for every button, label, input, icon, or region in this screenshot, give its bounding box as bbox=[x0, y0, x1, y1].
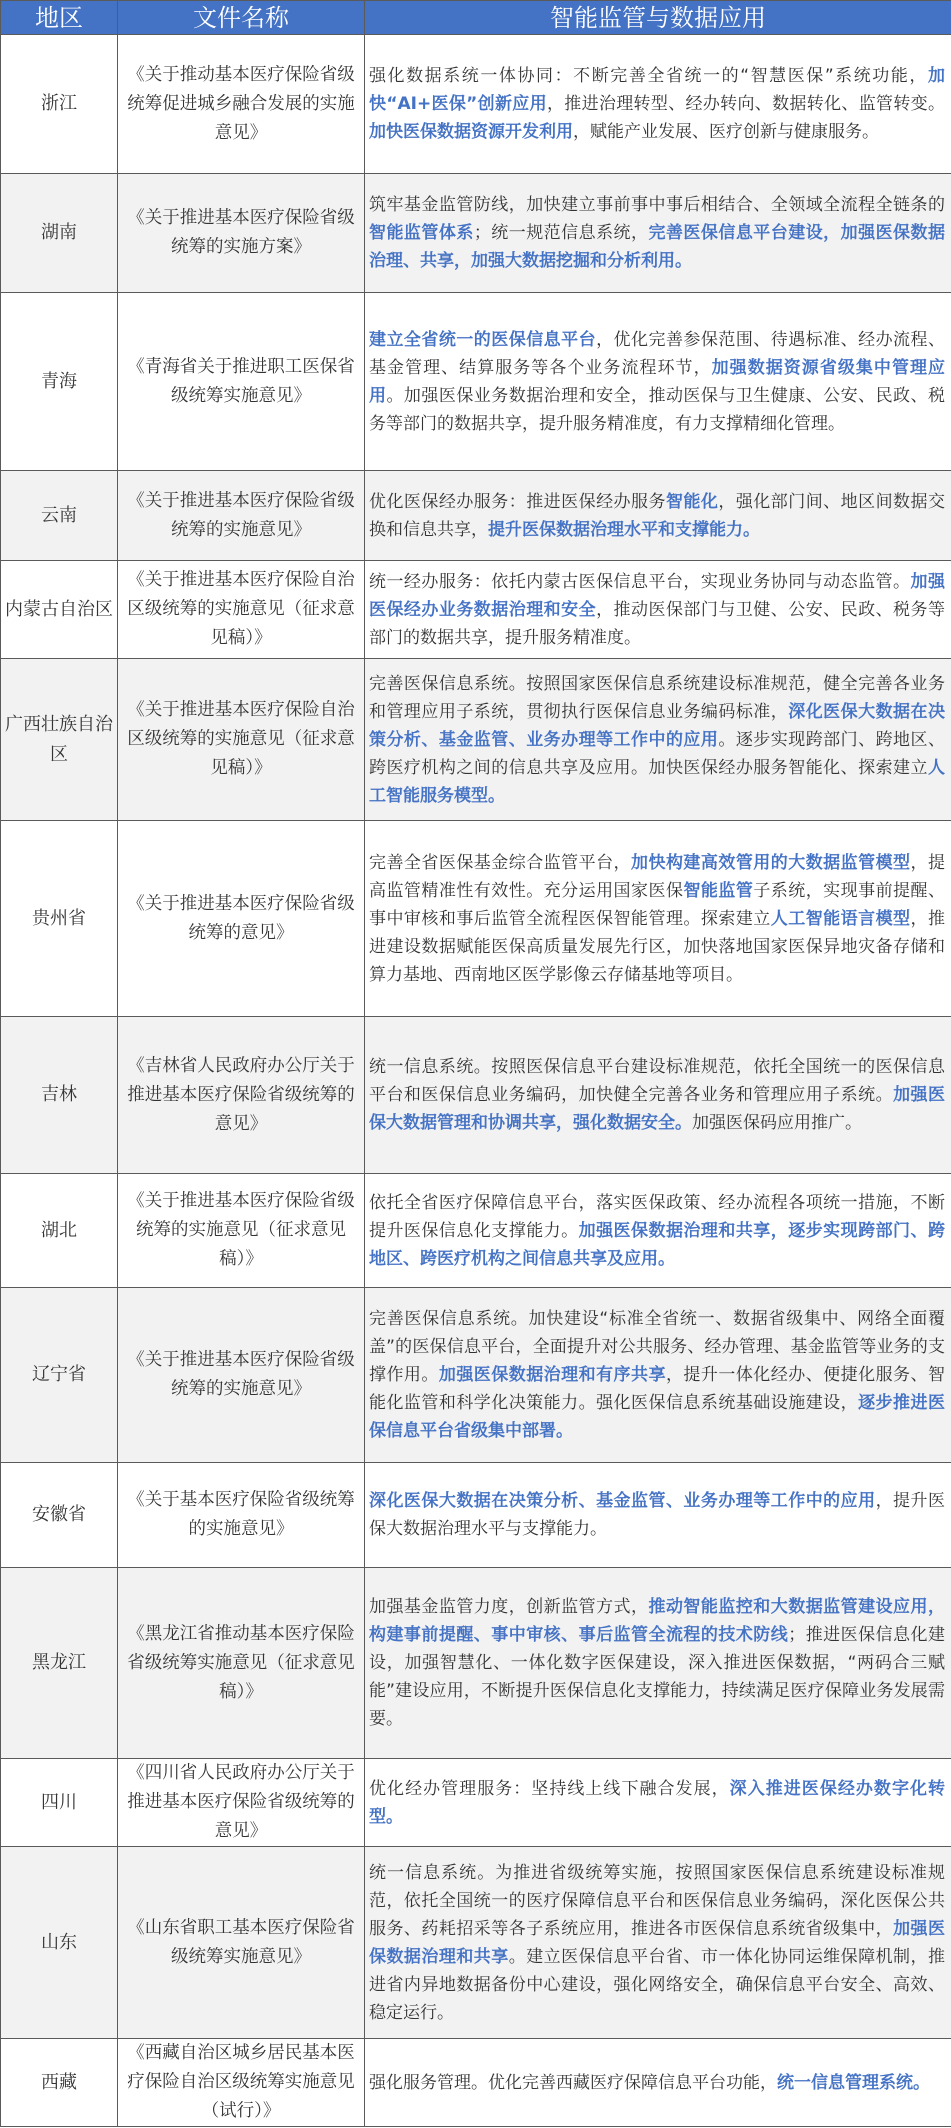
content-text: 完善医保信息系统。按照国家医保信息系统建设标准规范，健全完善各业务和管理应用子系统，贯彻执行医保信息业务编码标准， bbox=[369, 673, 945, 722]
highlight-text: 推动智能监控和大数据监管建设应用，构建事前提醒、事中审核、事后监管全流程的技术防线 bbox=[369, 1597, 945, 1645]
content-cell bbox=[365, 561, 951, 659]
content-cell bbox=[365, 1017, 951, 1174]
highlight-text: 加强医保数据治理和共享 bbox=[369, 1918, 945, 1967]
region-cell: 湖南 bbox=[1, 174, 118, 293]
content-cell bbox=[365, 2039, 951, 2127]
content-text: 子系统，实现事前提醒、事中审核和事后监管全流程医保智能管理。探索建立 bbox=[369, 880, 945, 929]
region-cell: 辽宁省 bbox=[1, 1288, 118, 1463]
table-row bbox=[1, 1174, 951, 1288]
table-row bbox=[1, 35, 951, 174]
header-region: 地区 bbox=[1, 1, 118, 35]
region-cell: 云南 bbox=[1, 471, 118, 561]
table-header-row bbox=[1, 1, 951, 35]
content-text: 统一信息系统。按照医保信息平台建设标准规范，依托全国统一的医保信息平台和医保信息业务编码，加快健全完善各业务和管理应用子系统。 bbox=[369, 1057, 945, 1105]
content-text: 统一信息系统。为推进省级统筹实施，按照国家医保信息系统建设标准规范，依托全国统一的医疗保障信息平台和医保信息业务编码，深化医保公共服务、药耗招采等各子系统应用，推进各市医保信息系统省级集中， bbox=[369, 1862, 945, 1939]
highlight-text: 深化医保大数据在决策分析、基金监管、业务办理等工作中的应用 bbox=[369, 701, 945, 750]
document-cell: 《关于基本医疗保险省级统筹的实施意见》 bbox=[118, 1463, 365, 1568]
content-text: ，提高监管精准性有效性。充分运用国家医保 bbox=[369, 852, 945, 901]
table-row bbox=[1, 1463, 951, 1568]
content-text: 强化服务管理。优化完善西藏医疗保障信息平台功能， bbox=[369, 2072, 777, 2093]
content-text: 完善全省医保基金综合监管平台， bbox=[369, 852, 632, 873]
content-text: ，推进治理转型、经办转向、数据转化、监管转变。 bbox=[546, 94, 945, 114]
table-row bbox=[1, 471, 951, 561]
content-cell bbox=[365, 174, 951, 293]
highlight-text: 逐步推进医保信息平台省级集中部署。 bbox=[369, 1393, 945, 1441]
content-cell bbox=[365, 1288, 951, 1463]
region-cell: 黑龙江 bbox=[1, 1568, 118, 1759]
content-text: 统一经办服务：依托内蒙古医保信息平台，实现业务协同与动态监管。 bbox=[369, 571, 911, 592]
table-row bbox=[1, 2039, 951, 2127]
region-cell: 青海 bbox=[1, 293, 118, 471]
table-row bbox=[1, 1017, 951, 1174]
header-content: 智能监管与数据应用 bbox=[365, 1, 951, 35]
highlight-text: 加强医保大数据管理和协调共享，强化数据安全。 bbox=[369, 1085, 945, 1133]
content-cell bbox=[365, 1759, 951, 1847]
highlight-text: 加强医保数据治理和有序共享 bbox=[438, 1365, 666, 1385]
content-text: 。加强医保业务数据治理和安全，推动医保与卫生健康、公安、民政、税务等部门的数据共享，提升服务精准度，有力支撑精细化管理。 bbox=[369, 385, 945, 434]
document-cell: 《关于推进基本医疗保险省级统筹的实施意见》 bbox=[118, 471, 365, 561]
document-cell: 《黑龙江省推动基本医疗保险省级统筹实施意见（征求意见稿）》 bbox=[118, 1568, 365, 1759]
content-text: 加强医保码应用推广。 bbox=[692, 1113, 862, 1133]
document-cell: 《关于推进基本医疗保险省级统筹的实施方案》 bbox=[118, 174, 365, 293]
document-cell: 《吉林省人民政府办公厅关于推进基本医疗保险省级统筹的意见》 bbox=[118, 1017, 365, 1174]
highlight-text: 加强数据资源省级集中管理应用 bbox=[369, 357, 946, 406]
document-cell: 《关于推进基本医疗保险省级统筹的实施意见》 bbox=[118, 1288, 365, 1463]
highlight-text: 智能化 bbox=[665, 491, 719, 512]
content-text: 加强基金监管力度，创新监管方式， bbox=[369, 1597, 649, 1617]
region-cell: 山东 bbox=[1, 1847, 118, 2039]
content-text: ，提升一体化经办、便捷化服务、智能化监管和科学化决策能力。强化医保信息系统基础设施建设， bbox=[369, 1365, 945, 1413]
content-text: 强化数据系统一体协同：不断完善全省统一的“智慧医保”系统功能， bbox=[369, 66, 928, 86]
region-cell: 吉林 bbox=[1, 1017, 118, 1174]
highlight-text: 深入推进医保经办数字化转型。 bbox=[369, 1778, 946, 1827]
content-text: ，强化部门间、地区间数据交换和信息共享， bbox=[369, 491, 945, 540]
content-text: ，推动医保部门与卫健、公安、民政、税务等部门的数据共享，提升服务精准度。 bbox=[369, 599, 945, 648]
table-row bbox=[1, 821, 951, 1017]
table-row bbox=[1, 174, 951, 293]
content-text: ，提升医保大数据治理水平与支撑能力。 bbox=[369, 1491, 945, 1539]
document-cell: 《四川省人民政府办公厅关于推进基本医疗保险省级统筹的意见》 bbox=[118, 1759, 365, 1847]
content-text: 。建立医保信息平台省、市一体化协同运维保障机制，推进省内异地数据备份中心建设，强化网络安全，确保信息平台安全、高效、稳定运行。 bbox=[369, 1946, 945, 2023]
highlight-text: 智能监管体系 bbox=[369, 223, 474, 243]
content-text: 。逐步实现跨部门、跨地区、跨医疗机构之间的信息共享及应用。加快医保经办服务智能化、探索建立 bbox=[369, 729, 945, 778]
content-text: ，赋能产业发展、医疗创新与健康服务。 bbox=[573, 122, 879, 142]
table-row bbox=[1, 561, 951, 659]
highlight-text: 加快构建高效管用的大数据监管模型 bbox=[631, 852, 911, 873]
highlight-text: 深化医保大数据在决策分析、基金监管、业务办理等工作中的应用 bbox=[369, 1491, 876, 1511]
content-text: ，推进建设数据赋能医保高质量发展先行区，加快落地国家医保异地灾备存储和算力基地、西南地区医学影像云存储基地等项目。 bbox=[369, 908, 945, 985]
document-cell: 《关于推进基本医疗保险省级统筹的意见》 bbox=[118, 821, 365, 1017]
region-cell: 湖北 bbox=[1, 1174, 118, 1288]
table-row bbox=[1, 293, 951, 471]
highlight-text: 完善医保信息平台建设，加强医保数据治理、共享，加强大数据挖掘和分析利用。 bbox=[369, 223, 945, 271]
content-cell bbox=[365, 1174, 951, 1288]
region-cell: 贵州省 bbox=[1, 821, 118, 1017]
content-cell bbox=[365, 35, 951, 174]
document-cell: 《关于推进基本医疗保险省级统筹的实施意见（征求意见稿）》 bbox=[118, 1174, 365, 1288]
highlight-text: 建立全省统一的医保信息平台 bbox=[369, 329, 597, 350]
content-cell bbox=[365, 1568, 951, 1759]
document-cell: 《关于推进基本医疗保险自治区级统筹的实施意见（征求意见稿）》 bbox=[118, 659, 365, 821]
content-cell bbox=[365, 659, 951, 821]
table-row bbox=[1, 659, 951, 821]
table-row bbox=[1, 1288, 951, 1463]
content-text: 筑牢基金监管防线，加快建立事前事中事后相结合、全领域全流程全链条的 bbox=[369, 195, 945, 215]
region-cell: 安徽省 bbox=[1, 1463, 118, 1568]
document-cell: 《山东省职工基本医疗保险省级统筹实施意见》 bbox=[118, 1847, 365, 2039]
header-document: 文件名称 bbox=[118, 1, 365, 35]
region-cell: 浙江 bbox=[1, 35, 118, 174]
region-cell: 四川 bbox=[1, 1759, 118, 1847]
table-body bbox=[1, 35, 951, 2127]
table-row bbox=[1, 1759, 951, 1847]
content-cell bbox=[365, 293, 951, 471]
region-cell: 西藏 bbox=[1, 2039, 118, 2127]
region-cell: 广西壮族自治区 bbox=[1, 659, 118, 821]
content-text: 优化医保经办服务：推进医保经办服务 bbox=[369, 491, 666, 512]
content-cell bbox=[365, 1847, 951, 2039]
content-cell bbox=[365, 471, 951, 561]
document-cell: 《青海省关于推进职工医保省级统筹实施意见》 bbox=[118, 293, 365, 471]
highlight-text: 统一信息管理系统。 bbox=[777, 2072, 930, 2093]
content-text: 依托全省医疗保障信息平台，落实医保政策、经办流程各项统一措施，不断提升医保信息化支撑能力。 bbox=[369, 1192, 945, 1241]
highlight-text: 加快医保数据资源开发利用 bbox=[369, 122, 573, 142]
table-row bbox=[1, 1847, 951, 2039]
content-text: 完善医保信息系统。加快建设“标准全省统一、数据省级集中、网络全面覆盖”的医保信息平台，全面提升对公共服务、经办管理、基金监管等业务的支撑作用。 bbox=[369, 1309, 945, 1385]
content-text: ；统一规范信息系统， bbox=[473, 223, 649, 243]
highlight-text: 智能监管 bbox=[683, 880, 754, 901]
content-text: ；推进医保信息化建设，加强智慧化、一体化数字医保建设，深入推进医保数据，“两码合三赋能”建设应用，不断提升医保信息化支撑能力，持续满足医疗保障业务发展需要。 bbox=[369, 1625, 945, 1729]
table-row bbox=[1, 1568, 951, 1759]
highlight-text: 加强医保数据治理和共享，逐步实现跨部门、跨地区、跨医疗机构之间信息共享及应用。 bbox=[369, 1220, 945, 1269]
highlight-text: 提升医保数据治理水平和支撑能力。 bbox=[488, 519, 760, 540]
highlight-text: 人工智能语言模型 bbox=[770, 908, 911, 929]
content-text: ，优化完善参保范围、待遇标准、经办流程、基金管理、结算服务等各个业务流程环节， bbox=[369, 329, 945, 378]
content-text: 优化经办管理服务：坚持线上线下融合发展， bbox=[369, 1778, 730, 1799]
region-cell: 内蒙古自治区 bbox=[1, 561, 118, 659]
content-cell bbox=[365, 1463, 951, 1568]
highlight-text: 加强医保经办业务数据治理和安全 bbox=[369, 571, 945, 620]
content-cell bbox=[365, 821, 951, 1017]
document-cell: 《关于推动基本医疗保险省级统筹促进城乡融合发展的实施意见》 bbox=[118, 35, 365, 174]
document-cell: 《西藏自治区城乡居民基本医疗保险自治区级统筹实施意见（试行）》 bbox=[118, 2039, 365, 2127]
highlight-text: 人工智能服务模型。 bbox=[369, 757, 945, 806]
document-cell: 《关于推进基本医疗保险自治区级统筹的实施意见（征求意见稿）》 bbox=[118, 561, 365, 659]
highlight-text: 加快“AI+医保”创新应用 bbox=[369, 66, 945, 114]
